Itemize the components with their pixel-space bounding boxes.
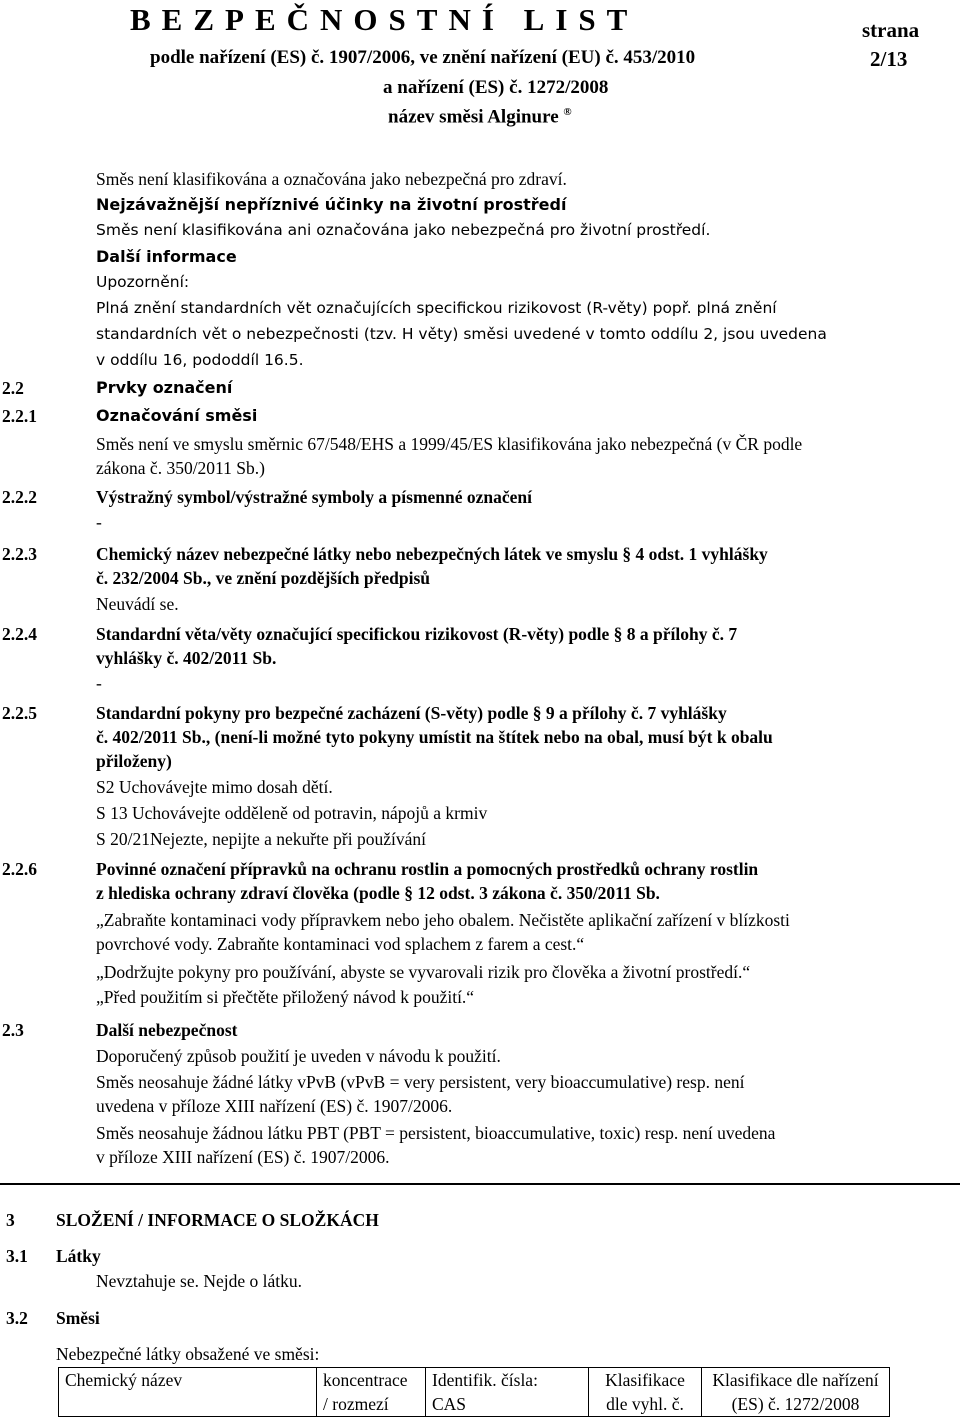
section-number: 2.2.4	[2, 624, 37, 644]
section-number: 2.2.6	[2, 859, 37, 879]
section-title-line-2: z hlediska ochrany zdraví člověka (podle § 12 odst. 3 zákona č. 350/2011 Sb.	[96, 883, 660, 903]
page-number: 2/13	[870, 47, 908, 71]
substances-text: Nevztahuje se. Nejde o látku.	[96, 1271, 303, 1291]
vpvb-line-1: Směs neosahuje žádné látky vPvB (vPvB = very persistent, very bioaccumulative) resp. není	[96, 1072, 745, 1092]
section-divider	[0, 1183, 960, 1185]
section-title-line-2: č. 402/2011 Sb., (není-li možné tyto pokyny umístit na štítek nebo na obal, musí být k obalu	[96, 727, 773, 747]
notice-line-3: v oddílu 16, pododdíl 16.5.	[96, 351, 304, 369]
section-number: 2.2	[2, 378, 24, 398]
column-header: Identifik. čísla: CAS	[426, 1368, 589, 1417]
column-header: Chemický název	[59, 1368, 317, 1417]
section-value: -	[96, 512, 102, 532]
section-title-line-1: Standardní věta/věty označující specifickou rizikovost (R-věty) podle § 8 a přílohy č. 7	[96, 624, 738, 644]
quote-1-line-1: „Zabraňte kontaminaci vody přípravkem nebo jeho obalem. Nečistěte aplikační zařízení v blízkosti	[96, 910, 790, 930]
safety-phrase: S2 Uchovávejte mimo dosah dětí.	[96, 777, 333, 797]
section-title-line-1: Standardní pokyny pro bezpečné zacházení (S-věty) podle § 9 a přílohy č. 7 vyhlášky	[96, 703, 727, 723]
notice-label: Upozornění:	[96, 273, 190, 291]
safety-phrase: S 20/21Nejezte, nepijte a nekuřte při používání	[96, 829, 426, 849]
section-number: 2.2.3	[2, 544, 37, 564]
labelling-text-line-1: Směs není ve smyslu směrnic 67/548/EHS a 1999/45/ES klasifikována jako nebezpečná (v ČR podle	[96, 434, 803, 454]
section-title: Výstražný symbol/výstražné symboly a písmenné označení	[96, 487, 533, 507]
section-title-line-1: Povinné označení přípravků na ochranu rostlin a pomocných prostředků ochrany rostlin	[96, 859, 759, 879]
vpvb-line-2: uvedena v příloze XIII nařízení (ES) č. 1907/2006.	[96, 1096, 453, 1116]
section-number: 3.2	[6, 1308, 28, 1328]
product-name: název směsi Alginure ®	[388, 106, 572, 128]
labelling-text-line-2: zákona č. 350/2011 Sb.)	[96, 458, 265, 478]
section-number: 2.2.1	[2, 406, 37, 426]
notice-line-1: Plná znění standardních vět označujících specifickou rizikovost (R-věty) popř. plná znění	[96, 299, 777, 317]
column-header: Klasifikace dle nařízení (ES) č. 1272/2008	[702, 1368, 890, 1417]
hazardous-substances-table	[58, 1367, 890, 1417]
document-title: BEZPEČNOSTNÍ LIST	[130, 2, 639, 37]
section-number: 3.1	[6, 1246, 28, 1266]
section-title: Další nebezpečnost	[96, 1020, 238, 1040]
table-header-row	[59, 1368, 890, 1417]
quote-2: „Dodržujte pokyny pro používání, abyste se vyvarovali rizik pro člověka a životní prostředí.“	[96, 962, 751, 982]
column-header: koncentrace / rozmezí	[317, 1368, 426, 1417]
section-number: 2.2.5	[2, 703, 37, 723]
section-value: -	[96, 673, 102, 693]
env-effects-heading: Nejzávažnější nepříznivé účinky na životní prostředí	[96, 195, 567, 214]
pbt-line-2: v příloze XIII nařízení (ES) č. 1907/2006.	[96, 1147, 390, 1167]
section-number: 2.3	[2, 1020, 24, 1040]
other-hazards-line: Doporučený způsob použití je uveden v návodu k použití.	[96, 1046, 501, 1066]
section-value: Neuvádí se.	[96, 594, 179, 614]
quote-3: „Před použitím si přečtěte přiložený návod k použití.“	[96, 987, 475, 1007]
page-label: strana	[862, 18, 920, 42]
further-info-heading: Další informace	[96, 247, 237, 266]
safety-phrase: S 13 Uchovávejte odděleně od potravin, nápojů a krmiv	[96, 803, 488, 823]
section-title-line-1: Chemický název nebezpečné látky nebo nebezpečných látek ve smyslu § 4 odst. 1 vyhlášky	[96, 544, 768, 564]
section-title-line-3: přiloženy)	[96, 751, 172, 771]
column-header: Klasifikace dle vyhl. č.	[589, 1368, 702, 1417]
section-title-line-2: č. 232/2004 Sb., ve znění pozdějších předpisů	[96, 568, 430, 588]
section-number: 2.2.2	[2, 487, 37, 507]
section-number: 3	[6, 1210, 15, 1230]
section-title: Označování směsi	[96, 406, 258, 425]
pbt-line-1: Směs neosahuje žádnou látku PBT (PBT = persistent, bioaccumulative, toxic) resp. není uvedena	[96, 1123, 776, 1143]
quote-1-line-2: povrchové vody. Zabraňte kontaminaci vod splachem z farem a cest.“	[96, 934, 585, 954]
env-effects-text: Směs není klasifikována ani označována jako nebezpečná pro životní prostředí.	[96, 221, 711, 239]
section-title-line-2: vyhlášky č. 402/2011 Sb.	[96, 648, 277, 668]
regulation-line-1: podle nařízení (ES) č. 1907/2006, ve znění nařízení (EU) č. 453/2010	[150, 47, 696, 68]
section-title: SLOŽENÍ / INFORMACE O SLOŽKÁCH	[56, 1210, 379, 1230]
regulation-line-2: a nařízení (ES) č. 1272/2008	[383, 77, 609, 98]
section-title: Směsi	[56, 1308, 100, 1328]
section-title: Látky	[56, 1246, 101, 1266]
registered-mark: ®	[563, 106, 572, 118]
hazardous-substances-label: Nebezpečné látky obsažené ve směsi:	[56, 1344, 320, 1364]
section-title: Prvky označení	[96, 378, 233, 397]
notice-line-2: standardních vět o nebezpečnosti (tzv. H věty) směsi uvedené v tomto oddílu 2, jsou uvedena	[96, 325, 827, 343]
health-classification: Směs není klasifikována a označována jako nebezpečná pro zdraví.	[96, 169, 567, 189]
